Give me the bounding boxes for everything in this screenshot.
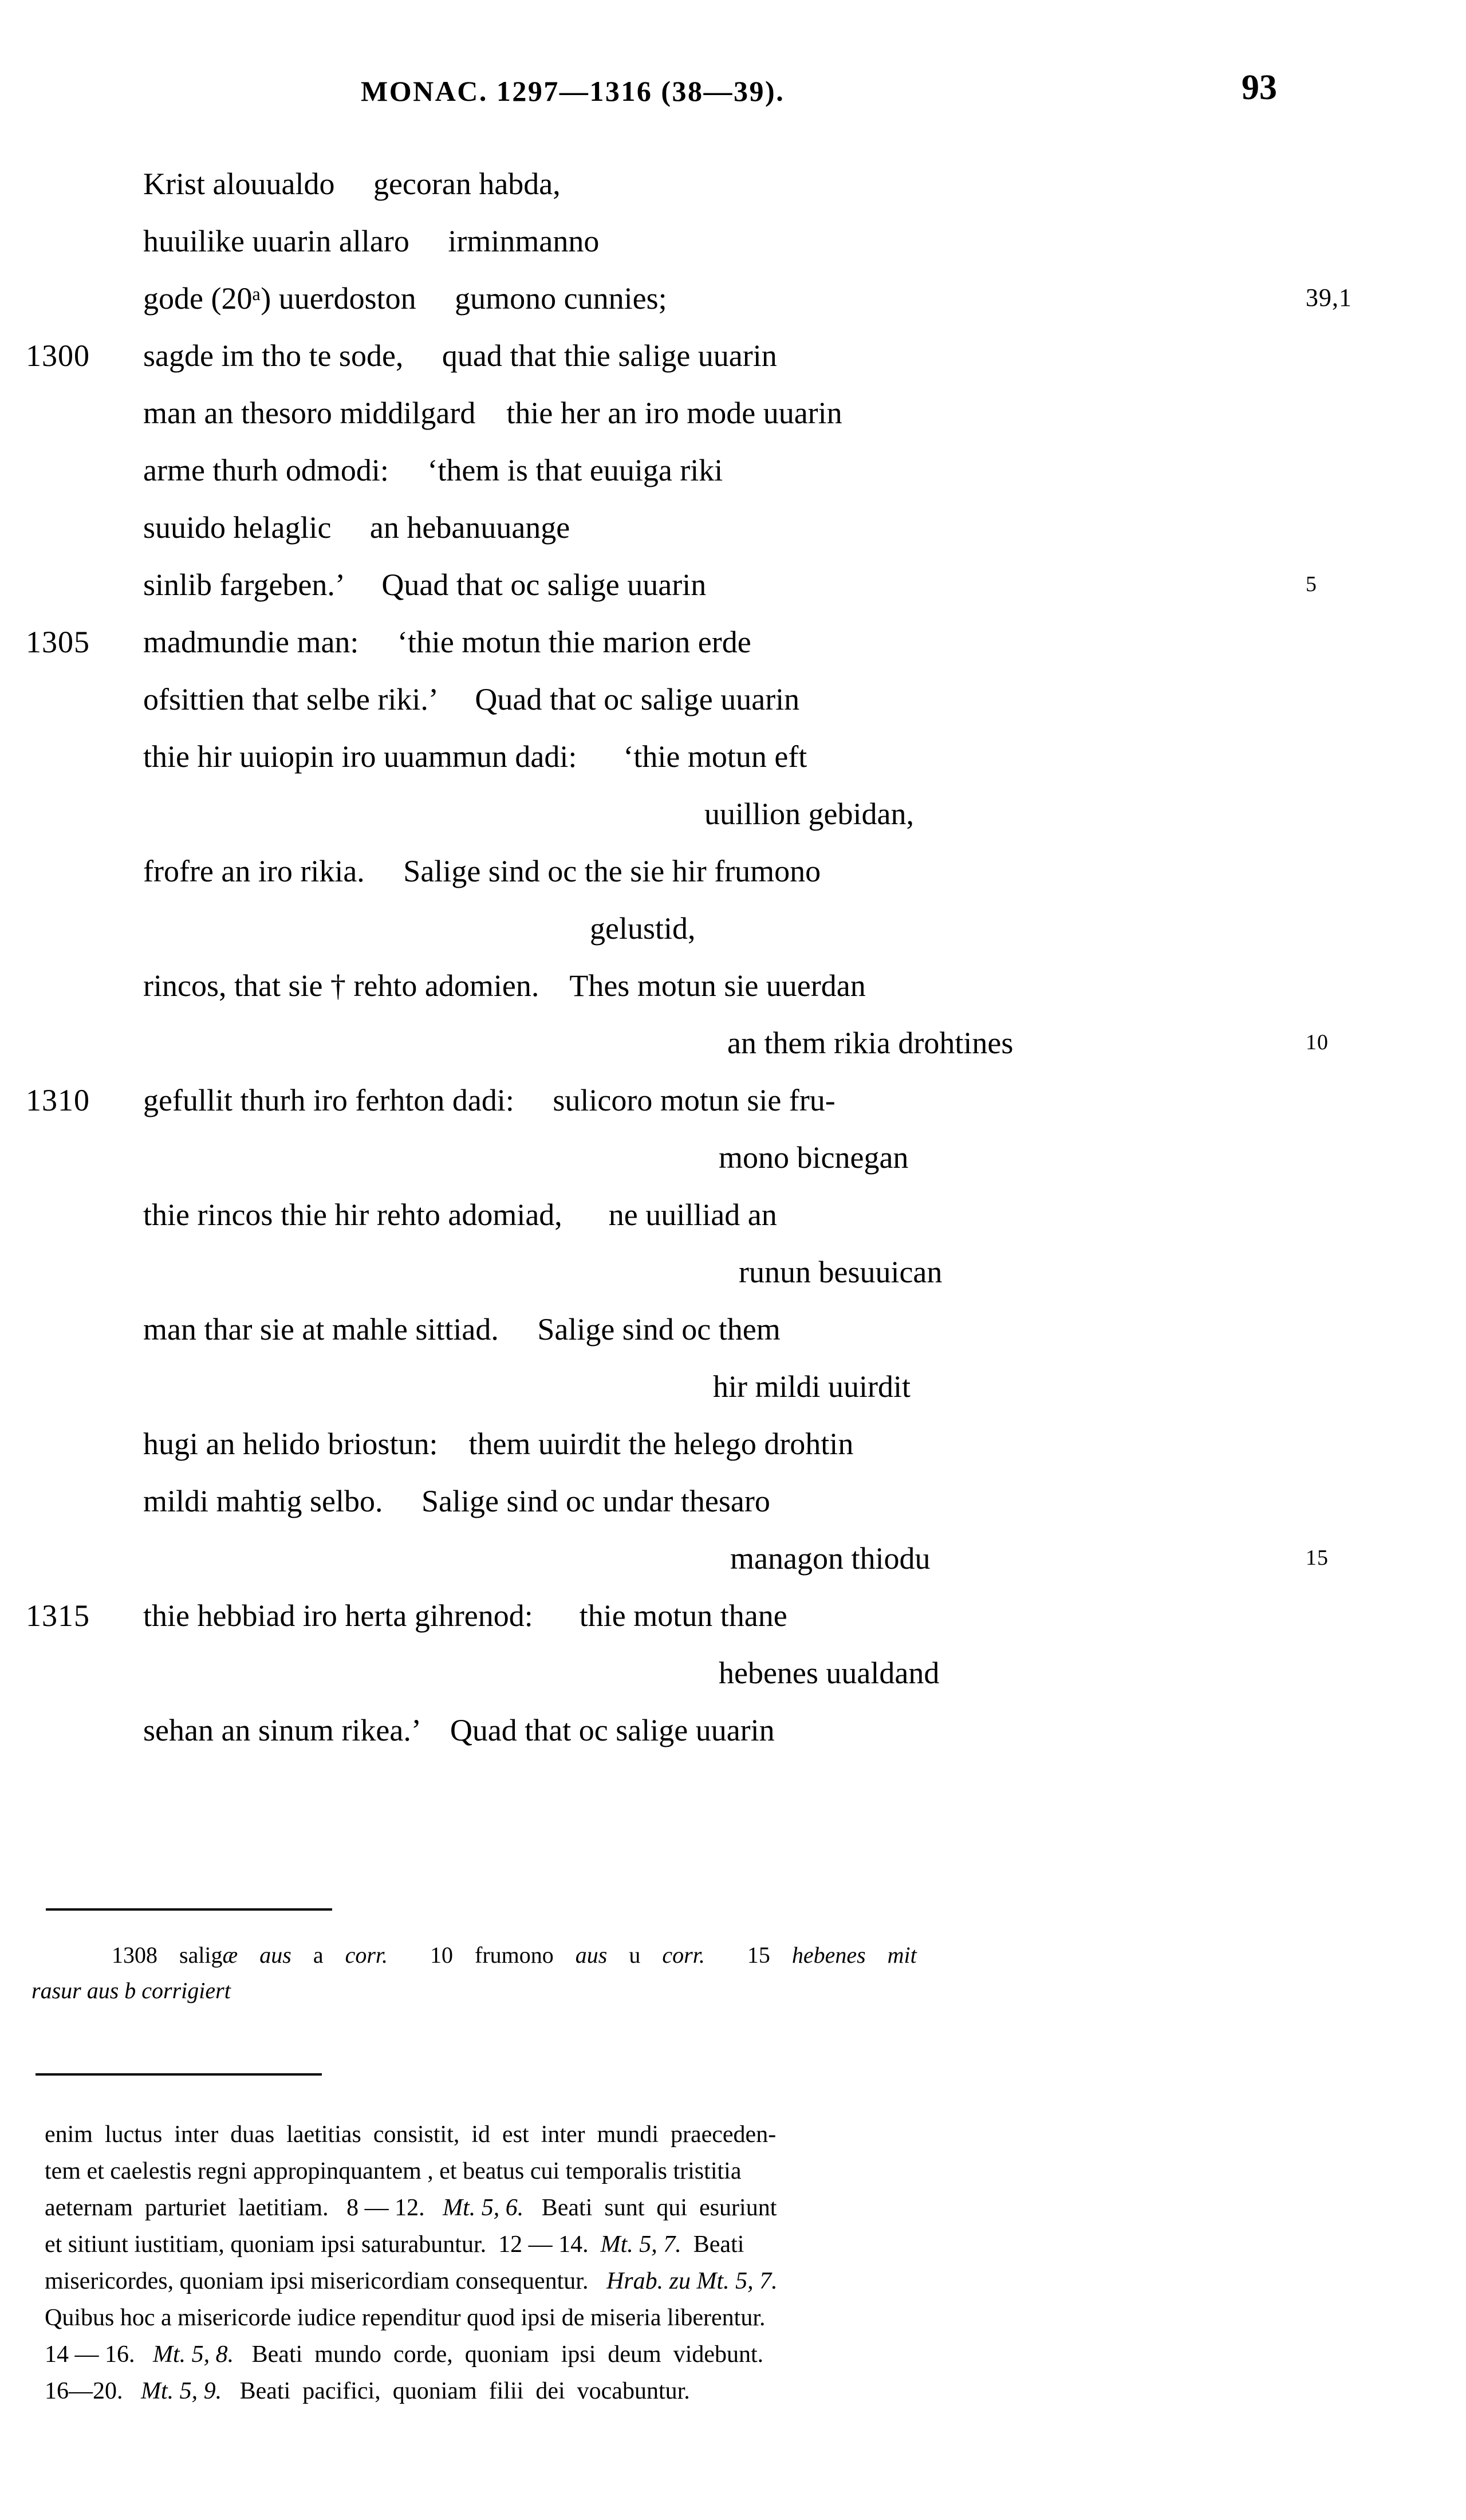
- verse-line-text: hugi an helido briostun: them uuirdit the helego drohtin: [143, 1427, 854, 1461]
- verse-line-number: 1305: [26, 625, 90, 659]
- page-header: [0, 68, 1466, 115]
- verse-line: [0, 1197, 1466, 1254]
- verse-line: [0, 682, 1466, 739]
- verse-line: [0, 1025, 1466, 1082]
- commentary-line: misericordes, quoniam ipsi misericordiam consequentur. Hrab. zu Mt. 5, 7.: [45, 2268, 778, 2294]
- verse-line-text: gefullit thurh iro ferhton dadi: sulicoro motun sie fru-: [143, 1083, 836, 1117]
- verse-line: [0, 1426, 1466, 1483]
- bible-siglum: Hrab. zu: [606, 2268, 691, 2294]
- commentary-line: 14 — 16. Mt. 5, 8. Beati mundo corde, quoniam ipsi deum videbunt.: [45, 2341, 764, 2368]
- verse-line: [0, 223, 1466, 281]
- verse-line: [0, 338, 1466, 395]
- verse-line-text: sehan an sinum rikea.’ Quad that oc salige uuarin: [143, 1713, 775, 1747]
- apparatus-lemma-salige-ae: æ: [222, 1942, 238, 1968]
- bible-siglum: Mt. 5, 7.: [696, 2268, 778, 2294]
- verse-line: [0, 452, 1466, 510]
- verse-line: [0, 1082, 1466, 1140]
- verse-line: [0, 1312, 1466, 1369]
- commentary-line: tem et caelestis regni appropinquantem , et beatus cui temporalis tristitia: [45, 2158, 742, 2184]
- verse-line-text: uuillion gebidan,: [704, 797, 914, 831]
- commentary-line: 16—20. Mt. 5, 9. Beati pacifici, quoniam filii dei vocabuntur.: [45, 2378, 690, 2404]
- verse-line-text: thie rincos thie hir rehto adomiad, ne uuilliad an: [143, 1198, 777, 1232]
- verse-line: [0, 1369, 1466, 1426]
- verse-line-text: managon thiodu: [730, 1541, 931, 1576]
- apparatus-note-aus-2: aus: [575, 1942, 608, 1968]
- apparatus-note-u: u: [629, 1942, 641, 1968]
- verse-margin-number: 5: [1306, 572, 1317, 596]
- verse-line-text: mono bicnegan: [719, 1140, 909, 1175]
- bible-siglum: Mt. 5, 9.: [141, 2378, 222, 2404]
- verse-line-text: sagde im tho te sode, quad that thie salige uuarin: [143, 338, 777, 373]
- verse-line-text: hir mildi uuirdit: [713, 1369, 911, 1404]
- verse-line: [0, 624, 1466, 682]
- verse-line: [0, 567, 1466, 624]
- verse-line-text: gode (20ᵃ) uuerdoston gumono cunnies;: [143, 281, 667, 316]
- apparatus-rule-top: [46, 1908, 332, 1911]
- verse-line: [0, 510, 1466, 567]
- apparatus-ref-10: 10: [430, 1942, 454, 1968]
- verse-line: [0, 1140, 1466, 1197]
- verse-line-text: thie hir uuiopin iro uuammun dadi: ‘thie motun eft: [143, 739, 807, 774]
- verse-line-text: gelustid,: [590, 911, 696, 946]
- commentary-line: enim luctus inter duas laetitias consistit, id est inter mundi praeceden-: [45, 2121, 777, 2148]
- verse-line-text: suuido helaglic an hebanuuange: [143, 510, 570, 545]
- apparatus-lemma-hebenes: hebenes: [791, 1942, 866, 1968]
- commentary-line: et sitiunt iustitiam, quoniam ipsi saturabuntur. 12 — 14. Mt. 5, 7. Beati: [45, 2231, 744, 2258]
- bible-siglum: Mt. 5, 6.: [443, 2195, 524, 2221]
- commentary-rule: [36, 2073, 322, 2076]
- verse-body: [0, 166, 1466, 1770]
- verse-line: [0, 853, 1466, 911]
- apparatus-note-corr-1: corr.: [345, 1942, 388, 1968]
- verse-line: [0, 1598, 1466, 1655]
- verse-line-number: 1315: [26, 1598, 90, 1633]
- apparatus-line-1: [112, 1939, 917, 1972]
- commentary-line: Quibus hoc a misericorde iudice rependitur quod ipsi de miseria liberentur.: [45, 2305, 766, 2331]
- verse-line-text: madmundie man: ‘thie motun thie marion erde: [143, 625, 751, 659]
- apparatus-note-a: a: [313, 1942, 324, 1968]
- verse-line-text: huuilike uuarin allaro irminmanno: [143, 224, 600, 258]
- verse-line: [0, 166, 1466, 223]
- verse-line-text: mildi mahtig selbo. Salige sind oc undar thesaro: [143, 1484, 770, 1518]
- verse-line-number: 1300: [26, 338, 90, 373]
- verse-line-text: frofre an iro rikia. Salige sind oc the sie hir frumono: [143, 854, 821, 888]
- commentary-line: aeternam parturiet laetitiam. 8 — 12. Mt. 5, 6. Beati sunt qui esuriunt: [45, 2195, 777, 2221]
- verse-line: [0, 796, 1466, 853]
- verse-margin-number: 15: [1306, 1546, 1329, 1570]
- verse-line-text: Krist alouualdo gecoran habda,: [143, 167, 561, 201]
- verse-line: [0, 1655, 1466, 1712]
- latin-commentary: [45, 2116, 1419, 2409]
- verse-line: [0, 281, 1466, 338]
- apparatus-note-aus-1: aus: [259, 1942, 291, 1968]
- apparatus-note-mit: mit: [887, 1942, 917, 1968]
- verse-line-text: arme thurh odmodi: ‘them is that euuiga riki: [143, 453, 723, 487]
- bible-siglum: Mt. 5, 7.: [600, 2231, 681, 2258]
- verse-line-text: rincos, that sie † rehto adomien. Thes motun sie uuerdan: [143, 968, 866, 1003]
- verse-line-text: ofsittien that selbe riki.’ Quad that oc salige uuarin: [143, 682, 800, 716]
- verse-margin-number: 10: [1306, 1030, 1329, 1054]
- verse-line-text: hebenes uualdand: [719, 1656, 940, 1690]
- apparatus-line-2: [31, 1974, 231, 2007]
- verse-line-text: sinlib fargeben.’ Quad that oc salige uuarin: [143, 568, 707, 602]
- verse-line: [0, 911, 1466, 968]
- verse-line: [0, 1712, 1466, 1770]
- verse-line: [0, 968, 1466, 1025]
- verse-line-text: runun besuuican: [739, 1255, 943, 1289]
- verse-line: [0, 1254, 1466, 1312]
- page-number: 93: [1242, 68, 1277, 107]
- verse-line-text: man an thesoro middilgard thie her an iro mode uuarin: [143, 396, 842, 430]
- apparatus-lemma-salige: salig: [179, 1942, 223, 1968]
- verse-line: [0, 1541, 1466, 1598]
- verse-line: [0, 1483, 1466, 1541]
- verse-line-text: thie hebbiad iro herta gihrenod: thie motun thane: [143, 1598, 787, 1633]
- verse-line: [0, 739, 1466, 796]
- apparatus-note-corr-2: corr.: [662, 1942, 705, 1968]
- verse-line-text: an them rikia drohtines: [727, 1026, 1014, 1060]
- running-title: MONAC. 1297—1316 (38—39).: [361, 75, 785, 107]
- apparatus-ref-15: 15: [747, 1942, 770, 1968]
- apparatus-ref-1308: 1308: [112, 1942, 157, 1968]
- verse-margin-number: 39,1: [1306, 284, 1352, 312]
- verse-line: [0, 395, 1466, 452]
- verse-line-number: 1310: [26, 1083, 90, 1117]
- apparatus-line-2-text: rasur aus b corrigiert: [31, 1978, 231, 2003]
- bible-siglum: Mt. 5, 8.: [153, 2341, 234, 2368]
- verse-line-text: man thar sie at mahle sittiad. Salige sind oc them: [143, 1312, 781, 1346]
- apparatus-lemma-frumono: frumono: [475, 1942, 554, 1968]
